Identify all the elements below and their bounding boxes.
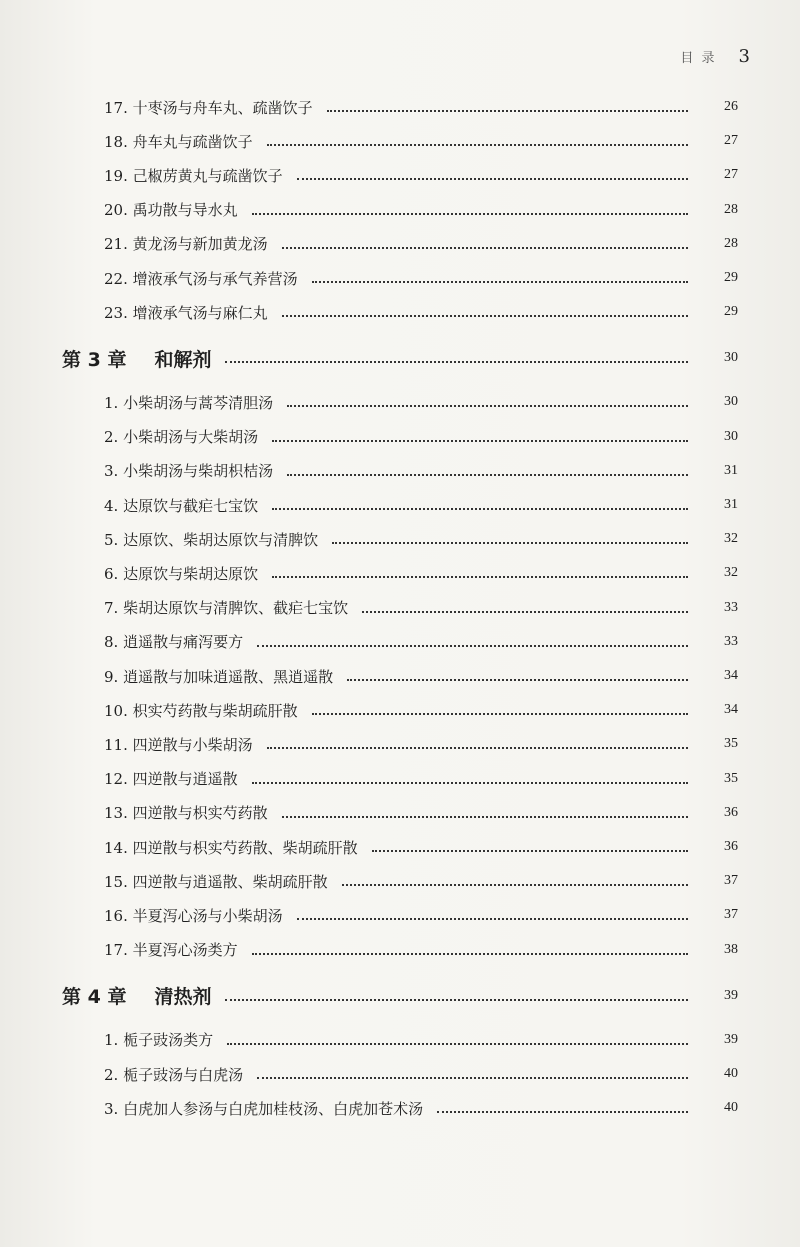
toc-entry[interactable] <box>0 898 800 932</box>
toc-entry-page: 31 <box>724 497 738 512</box>
toc-entry[interactable] <box>0 796 800 830</box>
toc-entry-page: 38 <box>724 941 738 957</box>
dot-leader <box>272 508 688 510</box>
header-section-label: 目 录 <box>680 50 717 66</box>
dot-leader <box>287 405 688 407</box>
toc-entry[interactable] <box>0 625 800 659</box>
toc-entry[interactable] <box>0 124 800 158</box>
toc-entry-title: 17. 半夏泻心汤类方 <box>104 941 238 960</box>
chapter-title <box>62 345 211 372</box>
toc-entry-title: 2. 栀子豉汤与白虎汤 <box>104 1065 244 1084</box>
toc-entry-page: 28 <box>724 235 738 251</box>
dot-leader <box>437 1111 688 1113</box>
toc-entry-page: 30 <box>724 428 738 444</box>
toc-entry[interactable] <box>0 727 800 761</box>
toc-entry[interactable] <box>0 762 800 796</box>
toc-entry-page: 35 <box>724 736 738 752</box>
toc-entry[interactable] <box>0 1091 800 1125</box>
toc-entry[interactable] <box>0 261 800 295</box>
dot-leader <box>227 1043 688 1045</box>
toc-entry-page: 36 <box>724 804 738 820</box>
dot-leader <box>287 474 688 476</box>
toc-entry-page: 34 <box>724 702 738 718</box>
toc-entry[interactable] <box>0 193 800 227</box>
dot-leader <box>282 315 688 317</box>
dot-leader <box>297 178 688 180</box>
toc-entry-page: 32 <box>724 531 738 547</box>
toc-entry-page: 27 <box>724 167 738 183</box>
toc-entry-page: 29 <box>724 270 738 285</box>
toc-entry-title: 6. 达原饮与柴胡达原饮 <box>104 564 259 583</box>
dot-leader <box>252 953 688 955</box>
dot-leader <box>312 713 688 715</box>
toc-entry-title: 16. 半夏泻心汤与小柴胡汤 <box>104 906 283 925</box>
toc-entry-title: 3. 小柴胡汤与柴胡枳桔汤 <box>104 462 274 481</box>
toc-entry-title: 10. 枳实芍药散与柴胡疏肝散 <box>104 701 298 720</box>
toc-entry-title: 19. 己椒苈黄丸与疏凿饮子 <box>104 166 283 185</box>
toc-entry-page: 30 <box>724 394 738 410</box>
dot-leader <box>312 281 688 283</box>
dot-leader <box>267 144 688 146</box>
toc-entry-title: 13. 四逆散与枳实芍药散 <box>104 804 268 823</box>
dot-leader <box>362 611 688 613</box>
toc-entry-page: 31 <box>724 462 738 478</box>
toc-entry-title: 4. 达原饮与截疟七宝饮 <box>104 496 259 515</box>
toc-entry[interactable] <box>0 488 800 522</box>
toc-entry-page: 40 <box>724 1100 738 1116</box>
toc-entry[interactable] <box>0 158 800 192</box>
toc-entry-title: 1. 栀子豉汤类方 <box>104 1031 214 1050</box>
toc-entry[interactable] <box>0 227 800 261</box>
toc-entry-title: 20. 禹功散与导水丸 <box>104 201 238 220</box>
dot-leader <box>342 884 688 886</box>
toc-entry-title: 18. 舟车丸与疏凿饮子 <box>104 132 253 151</box>
toc-entry[interactable] <box>0 295 800 329</box>
toc-entry-title: 3. 白虎加人参汤与白虎加桂枝汤、白虎加苍术汤 <box>104 1099 424 1118</box>
toc-entry-page: 36 <box>724 839 738 854</box>
toc-entry[interactable] <box>0 454 800 488</box>
dot-leader <box>257 1077 688 1079</box>
dot-leader <box>282 247 688 249</box>
toc-entry-page: 35 <box>724 770 738 786</box>
toc-entry-title: 12. 四逆散与逍遥散 <box>104 770 238 789</box>
toc-entry-page: 40 <box>724 1066 738 1081</box>
chapter-title <box>62 982 211 1009</box>
chapter-page: 39 <box>724 987 738 1003</box>
chapter-number: 第 3 章 <box>62 348 127 371</box>
chapter-heading[interactable] <box>0 341 800 375</box>
toc-entry-title: 15. 四逆散与逍遥散、柴胡疏肝散 <box>104 872 328 891</box>
toc-entry-page: 26 <box>724 99 738 114</box>
toc-entry-title: 9. 逍遥散与加味逍遥散、黑逍遥散 <box>104 667 334 686</box>
toc-entry[interactable] <box>0 659 800 693</box>
toc-entry[interactable] <box>0 933 800 967</box>
dot-leader <box>252 782 688 784</box>
dot-leader <box>252 213 688 215</box>
dot-leader <box>257 645 688 647</box>
chapter-heading[interactable] <box>0 979 800 1013</box>
running-header <box>590 44 750 68</box>
toc-entry-title: 2. 小柴胡汤与大柴胡汤 <box>104 428 259 447</box>
toc-entry[interactable] <box>0 1023 800 1057</box>
dot-leader <box>267 747 688 749</box>
dot-leader <box>225 999 688 1001</box>
toc-entry[interactable] <box>0 90 800 124</box>
header-page-number: 3 <box>738 45 750 67</box>
toc-entry-title: 7. 柴胡达原饮与清脾饮、截疟七宝饮 <box>104 599 349 618</box>
dot-leader <box>372 850 688 852</box>
toc-entry-page: 34 <box>724 668 738 683</box>
toc-entry-page: 29 <box>724 304 738 320</box>
dot-leader <box>332 542 688 544</box>
dot-leader <box>347 679 688 681</box>
toc-entry[interactable] <box>0 864 800 898</box>
toc-entry-page: 28 <box>724 201 738 217</box>
toc-entry-page: 37 <box>724 907 738 923</box>
toc-entry-title: 21. 黄龙汤与新加黄龙汤 <box>104 235 268 254</box>
toc-entry-page: 27 <box>724 133 738 149</box>
toc-entry-page: 39 <box>724 1031 738 1047</box>
toc-entry-page: 37 <box>724 873 738 889</box>
dot-leader <box>297 918 688 920</box>
dot-leader <box>282 816 688 818</box>
toc-entry[interactable] <box>0 591 800 625</box>
chapter-number: 第 4 章 <box>62 986 127 1009</box>
dot-leader <box>272 576 688 578</box>
toc-entry[interactable] <box>0 1057 800 1091</box>
toc-entry-title: 22. 增液承气汤与承气养营汤 <box>104 269 298 288</box>
toc-entry[interactable] <box>0 385 800 419</box>
toc-entry[interactable] <box>0 830 800 864</box>
toc-entry-title: 8. 逍遥散与痛泻要方 <box>104 633 244 652</box>
toc-entry-title: 11. 四逆散与小柴胡汤 <box>104 735 253 754</box>
chapter-name: 清热剂 <box>154 986 212 1009</box>
toc-entry-title: 14. 四逆散与枳实芍药散、柴胡疏肝散 <box>104 838 358 857</box>
dot-leader <box>225 361 688 363</box>
toc-entry-title: 17. 十枣汤与舟车丸、疏凿饮子 <box>104 98 313 117</box>
toc-entry-title: 5. 达原饮、柴胡达原饮与清脾饮 <box>104 530 319 549</box>
toc-entry-title: 1. 小柴胡汤与蒿芩清胆汤 <box>104 393 274 412</box>
toc-entry[interactable] <box>0 420 800 454</box>
toc-entry-page: 33 <box>724 599 738 615</box>
dot-leader <box>272 440 688 442</box>
toc-entry[interactable] <box>0 522 800 556</box>
toc-entry-page: 33 <box>724 633 738 649</box>
toc-entry[interactable] <box>0 556 800 590</box>
toc-entry-page: 32 <box>724 565 738 581</box>
toc-entry[interactable] <box>0 693 800 727</box>
toc-entry-title: 23. 增液承气汤与麻仁丸 <box>104 303 268 322</box>
chapter-page: 30 <box>724 350 738 366</box>
chapter-name: 和解剂 <box>154 348 212 371</box>
dot-leader <box>327 110 688 112</box>
